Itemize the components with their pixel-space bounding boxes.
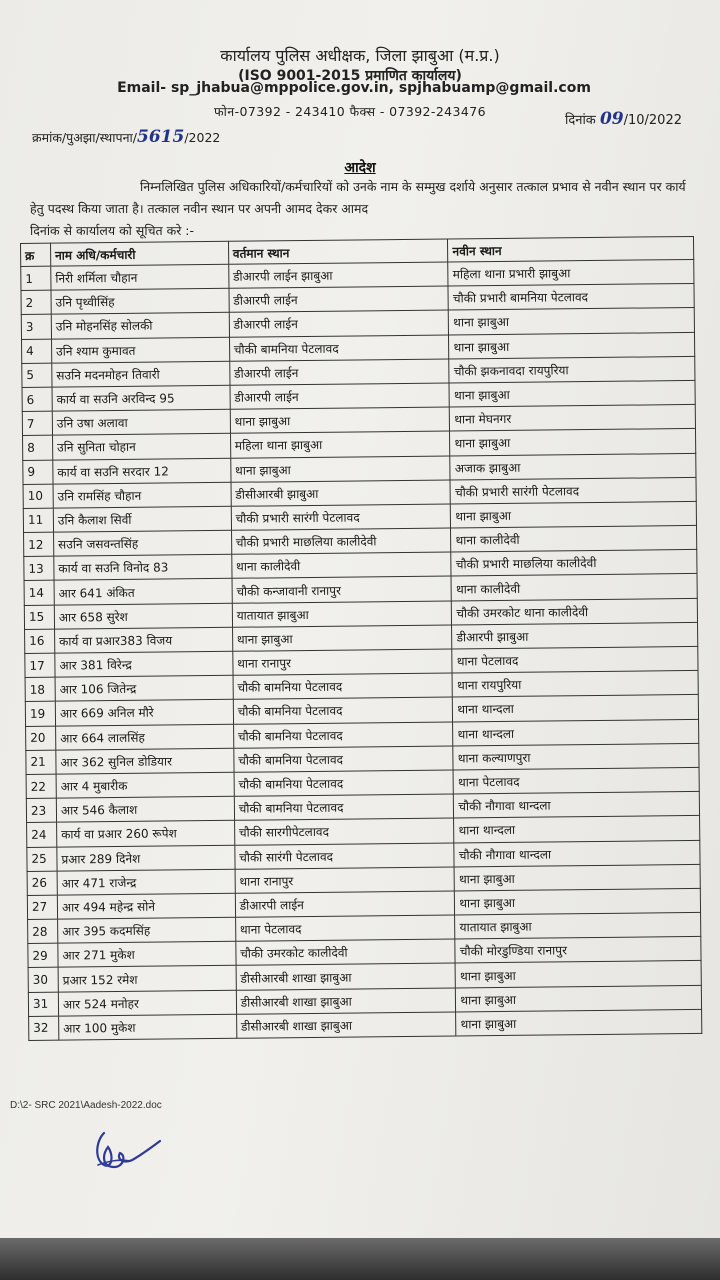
name-cell: आर 641 अंकित [54, 579, 232, 605]
serial-cell: 6 [22, 387, 52, 412]
name-cell: उनि उषा अलावा [52, 409, 230, 435]
new-post-cell: चौकी उमरकोट थाना कालीदेवी [452, 598, 698, 625]
current-post-cell: चौकी बामनिया पेटलावद [229, 335, 449, 361]
serial-cell: 15 [24, 605, 54, 630]
name-cell: उनि श्याम कुमावत [51, 337, 229, 363]
new-post-cell: थाना झाबुआ [450, 429, 696, 456]
name-cell: उनि कैलाश सिर्वी [53, 506, 231, 532]
new-post-cell: थाना कल्याणपुरा [453, 743, 699, 770]
serial-cell: 28 [28, 919, 58, 944]
name-cell: कार्य वा सउनि अरविन्द 95 [52, 385, 230, 411]
new-post-cell: थाना कालीदेवी [451, 574, 697, 601]
serial-cell: 29 [28, 943, 58, 968]
current-post-cell: थाना झाबुआ [230, 456, 450, 482]
serial-cell: 4 [22, 339, 52, 364]
serial-cell: 13 [24, 556, 54, 581]
current-post-cell: थाना रानापुर [233, 649, 453, 675]
serial-cell: 11 [23, 508, 53, 533]
current-post-cell: डीसीआरबी शाखा झाबुआ [236, 988, 456, 1014]
email-line: Email- sp_jhabua@mppolice.gov.in, spjhabuamp@gmail.com [117, 80, 591, 96]
current-post-cell: यातायात झाबुआ [232, 601, 452, 627]
serial-cell: 7 [22, 411, 52, 436]
order-date [565, 109, 682, 129]
name-cell: आर 669 अनिल मौरे [55, 700, 233, 726]
order-title: आदेश [344, 160, 376, 176]
serial-cell: 19 [25, 702, 55, 727]
new-post-cell: चौकी मोरडुण्डिया रानापुर [455, 937, 701, 964]
serial-cell: 21 [26, 750, 56, 775]
serial-cell: 24 [27, 822, 57, 847]
new-post-cell: थाना मेघनगर [450, 405, 696, 432]
serial-cell: 3 [21, 315, 51, 340]
new-post-cell: अजाक झाबुआ [450, 453, 696, 480]
name-cell: आर 546 कैलाश [56, 796, 234, 822]
date-label: दिनांक [564, 113, 596, 128]
name-cell: कार्य वा प्रआर383 विजय [55, 627, 233, 653]
serial-cell: 27 [27, 895, 57, 920]
new-post-cell: यातायात झाबुआ [455, 912, 701, 939]
transfer-table [20, 236, 702, 1041]
current-post-cell: थाना रानापुर [235, 867, 455, 893]
name-cell: आर 471 राजेन्द्र [57, 869, 235, 895]
current-post-cell: थाना झाबुआ [230, 407, 450, 433]
new-post-cell: थाना झाबुआ [456, 985, 702, 1012]
current-post-cell: महिला थाना झाबुआ [230, 431, 450, 457]
current-post-cell: चौकी बामनिया पेटलावद [233, 697, 453, 723]
name-cell: निरी शर्मिला चौहान [51, 264, 229, 290]
current-post-cell: चौकी बामनिया पेटलावद [234, 746, 454, 772]
new-post-cell: थाना झाबुआ [451, 501, 697, 528]
date-handwritten-day: 09 [599, 109, 624, 129]
current-post-cell: चौकी कन्जावानी रानापुर [232, 576, 452, 602]
serial-cell: 30 [28, 968, 58, 993]
new-post-cell: थाना झाबुआ [454, 864, 700, 891]
new-post-cell: थाना थान्दला [453, 719, 699, 746]
table-body [21, 259, 702, 1040]
new-post-cell: चौकी झकनावदा रायपुरिया [449, 356, 695, 383]
new-post-cell: चौकी प्रभारी सारंगी पेटलावद [450, 477, 696, 504]
new-post-cell: चौकी प्रभारी बामनिया पेटलावद [448, 284, 694, 311]
current-post-cell: डीआरपी लाईन [229, 286, 449, 312]
new-post-cell: थाना पेटलावद [452, 646, 698, 673]
order-paragraph-end: दिनांक से कार्यालय को सूचित करे :- [30, 223, 195, 238]
current-post-cell: चौकी सारंगी पेटलावद [235, 842, 455, 868]
serial-cell: 5 [22, 363, 52, 388]
new-post-cell: थाना झाबुआ [449, 380, 695, 407]
iso-certification: (ISO 9001-2015 प्रमाणित कार्यालय) [238, 68, 462, 84]
office-name: कार्यालय पुलिस अधीक्षक, जिला झाबुआ (म.प्र.) [220, 46, 500, 65]
new-post-cell: थाना रायपुरिया [452, 671, 698, 698]
new-post-cell: चौकी प्रभारी माछलिया कालीदेवी [451, 550, 697, 577]
new-post-cell: चौकी नौगावा थान्दला [454, 792, 700, 819]
current-post-cell: डीआरपी लाईन [229, 359, 449, 385]
name-cell: आर 4 मुबारीक [56, 772, 234, 798]
serial-cell: 8 [23, 435, 53, 460]
current-post-cell: चौकी बामनिया पेटलावद [234, 794, 454, 820]
new-post-cell: चौकी नौगावा थान्दला [454, 840, 700, 867]
name-cell: उनि रामसिंह चौहान [53, 482, 231, 508]
name-cell: आर 271 मुकेश [58, 942, 236, 968]
name-cell: आर 664 लालसिंह [56, 724, 234, 750]
name-cell: आर 494 महेन्द्र सोने [57, 893, 235, 919]
reference-handwritten-number: 5615 [137, 127, 185, 147]
current-post-cell: चौकी प्रभारी माछलिया कालीदेवी [231, 528, 451, 554]
new-post-cell: महिला थाना प्रभारी झाबुआ [448, 259, 694, 286]
new-post-cell: थाना कालीदेवी [451, 525, 697, 552]
current-post-cell: डीआरपी लाईन [230, 383, 450, 409]
new-post-cell: थाना थान्दला [453, 695, 699, 722]
name-cell: सउनि मदनमोहन तिवारी [52, 361, 230, 387]
current-post-cell: चौकी बामनिया पेटलावद [234, 770, 454, 796]
new-post-cell: थाना झाबुआ [455, 961, 701, 988]
name-cell: आर 658 सुरेश [54, 603, 232, 629]
serial-cell: 32 [29, 1016, 59, 1041]
serial-cell: 18 [25, 677, 55, 702]
serial-cell: 12 [24, 532, 54, 557]
phone-fax-line: फोन-07392 - 243410 फैक्स - 07392-243476 [214, 104, 486, 119]
serial-cell: 16 [25, 629, 55, 654]
reference-number [32, 127, 220, 147]
name-cell: प्रआर 152 रमेश [58, 966, 236, 992]
serial-cell: 14 [24, 581, 54, 606]
serial-cell: 1 [21, 266, 51, 291]
serial-cell: 23 [26, 798, 56, 823]
current-post-cell: चौकी प्रभारी सारंगी पेटलावद [231, 504, 451, 530]
name-cell: कार्य वा प्रआर 260 रूपेश [57, 821, 235, 847]
new-post-cell: थाना झाबुआ [456, 1009, 702, 1036]
new-post-cell: थाना झाबुआ [455, 888, 701, 915]
name-cell: कार्य वा सउनि सरदार 12 [53, 458, 231, 484]
current-post-cell: चौकी उमरकोट कालीदेवी [236, 939, 456, 965]
current-post-cell: चौकी बामनिया पेटलावद [233, 722, 453, 748]
new-post-cell: थाना झाबुआ [449, 308, 695, 335]
current-post-cell: डीसीआरबी शाखा झाबुआ [236, 963, 456, 989]
name-cell: आर 381 विरेन्द्र [55, 651, 233, 677]
serial-cell: 9 [23, 460, 53, 485]
name-cell: आर 524 मनोहर [58, 990, 236, 1016]
serial-cell: 31 [28, 992, 58, 1017]
new-post-cell: थाना झाबुआ [449, 332, 695, 359]
serial-cell: 2 [21, 290, 51, 315]
current-post-cell: डीसीआरबी शाखा झाबुआ [236, 1012, 456, 1038]
current-post-cell: डीआरपी लाईन झाबुआ [228, 262, 448, 288]
new-post-cell: थाना थान्दला [454, 816, 700, 843]
serial-cell: 20 [26, 726, 56, 751]
name-cell: आर 100 मुकेश [59, 1014, 237, 1040]
current-post-cell: थाना झाबुआ [232, 625, 452, 651]
serial-cell: 26 [27, 871, 57, 896]
name-cell: कार्य वा सउनि विनोद 83 [54, 555, 232, 581]
name-cell: उनि पृथ्वीसिंह [51, 289, 229, 315]
reference-year: /2022 [184, 130, 221, 145]
reference-prefix: क्रमांक/पुअझा/स्थापना/ [32, 130, 137, 145]
new-post-cell: डीआरपी झाबुआ [452, 622, 698, 649]
new-post-cell: थाना पेटलावद [453, 767, 699, 794]
background-surface [0, 1238, 720, 1280]
current-post-cell: चौकी बामनिया पेटलावद [233, 673, 453, 699]
name-cell: उनि सुनिता चोहान [52, 434, 230, 460]
serial-cell: 25 [27, 847, 57, 872]
name-cell: प्रआर 289 दिनेश [57, 845, 235, 871]
order-paragraph: निम्नलिखित पुलिस अधिकारियों/कर्मचारियों को उनके नाम के सम्मुख दर्शाये अनुसार तत्काल प्रभाव से नवीन स्थान पर कार्य हेतु पदस्थ किया जाता है। तत्काल नवीन स्थान पर अपनी आमद देकर आमद [30, 179, 686, 216]
current-post-cell: थाना पेटलावद [235, 915, 455, 941]
file-path: D:\2- SRC 2021\Aadesh-2022.doc [10, 1100, 162, 1111]
name-cell: उनि मोहनसिंह सोलकी [51, 313, 229, 339]
current-post-cell: चौकी सारगीपेटलावद [234, 818, 454, 844]
header-new-post: नवीन स्थान [448, 236, 694, 262]
header-serial: क्र [21, 243, 51, 266]
serial-cell: 17 [25, 653, 55, 678]
serial-cell: 10 [23, 484, 53, 509]
name-cell: सउनि जसवन्तसिंह [53, 530, 231, 556]
current-post-cell: डीआरपी लाईन [235, 891, 455, 917]
signature-image [90, 1125, 170, 1177]
name-cell: आर 106 जितेन्द्र [55, 675, 233, 701]
serial-cell: 22 [26, 774, 56, 799]
name-cell: आर 395 कदमसिंह [58, 917, 236, 943]
name-cell: आर 362 सुनिल डोडियार [56, 748, 234, 774]
date-month-year: /10/2022 [623, 113, 682, 128]
current-post-cell: थाना कालीदेवी [232, 552, 452, 578]
header-current-post: वर्तमान स्थान [228, 239, 448, 264]
header-name: नाम अधि/कर्मचारी [50, 241, 228, 266]
current-post-cell: डीआरपी लाईन [229, 310, 449, 336]
current-post-cell: डीसीआरबी झाबुआ [231, 480, 451, 506]
